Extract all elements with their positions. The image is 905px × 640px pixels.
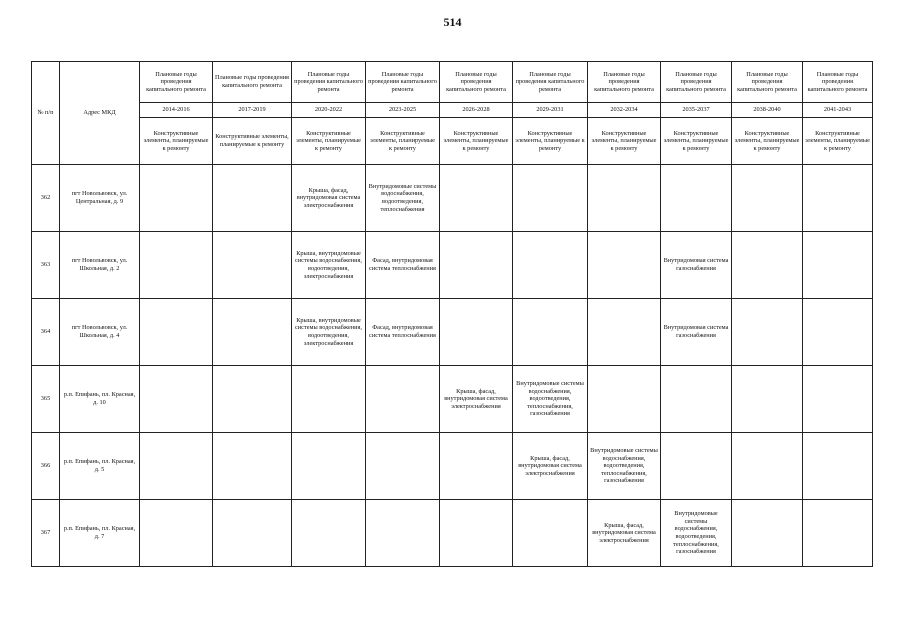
table-cell bbox=[661, 366, 732, 433]
row-number: 364 bbox=[32, 299, 60, 366]
table-cell bbox=[661, 433, 732, 500]
row-number: 362 bbox=[32, 165, 60, 232]
table-cell bbox=[366, 433, 440, 500]
table-cell bbox=[803, 299, 873, 366]
header-years: 2026-2028 bbox=[440, 103, 513, 118]
table-cell bbox=[732, 500, 803, 567]
header-period-title: Плановые годы проведения капитального ремонта bbox=[513, 62, 588, 103]
header-elements: Конструктивные элементы, планируемые к ремонту bbox=[661, 118, 732, 165]
table-cell bbox=[732, 366, 803, 433]
table-cell bbox=[440, 433, 513, 500]
table-cell: Внутридомовые системы водоснабжения, водоотведения, теплоснабжения, газоснабжения bbox=[661, 500, 732, 567]
table-cell bbox=[213, 366, 292, 433]
header-address: Адрес МКД bbox=[60, 62, 140, 165]
table-cell bbox=[140, 299, 213, 366]
row-address: р.п. Епифань, пл. Красная, д. 10 bbox=[60, 366, 140, 433]
table-cell bbox=[213, 165, 292, 232]
header-years: 2038-2040 bbox=[732, 103, 803, 118]
table-cell bbox=[140, 433, 213, 500]
header-years: 2020-2022 bbox=[292, 103, 366, 118]
table-cell bbox=[292, 366, 366, 433]
header-years: 2023-2025 bbox=[366, 103, 440, 118]
table-cell bbox=[213, 500, 292, 567]
table-cell: Внутридомовая система газоснабжения bbox=[661, 232, 732, 299]
row-address: пгт Новольвовск, ул. Центральная, д. 9 bbox=[60, 165, 140, 232]
header-num: № п/п bbox=[32, 62, 60, 165]
table-row bbox=[32, 232, 873, 299]
header-elements: Конструктивные элементы, планируемые к ремонту bbox=[803, 118, 873, 165]
header-period-title: Плановые годы проведения капитального ремонта bbox=[588, 62, 661, 103]
header-elements: Конструктивные элементы, планируемые к ремонту bbox=[588, 118, 661, 165]
table-cell: Фасад, внутридомовая система теплоснабжения bbox=[366, 232, 440, 299]
table-cell bbox=[732, 433, 803, 500]
table-cell bbox=[292, 433, 366, 500]
header-years-row bbox=[32, 103, 873, 118]
table-cell bbox=[213, 433, 292, 500]
table-cell bbox=[803, 232, 873, 299]
table-cell bbox=[513, 299, 588, 366]
row-address: пгт Новольвовск, ул. Школьная, д. 2 bbox=[60, 232, 140, 299]
header-elements: Конструктивные элементы, планируемые к ремонту bbox=[732, 118, 803, 165]
table-cell bbox=[440, 500, 513, 567]
table-cell bbox=[803, 500, 873, 567]
table-cell bbox=[588, 366, 661, 433]
table-row bbox=[32, 165, 873, 232]
table-cell bbox=[732, 165, 803, 232]
table-cell bbox=[513, 165, 588, 232]
table-row bbox=[32, 299, 873, 366]
table-cell bbox=[140, 232, 213, 299]
table-cell bbox=[140, 165, 213, 232]
table-cell: Фасад, внутридомовая система теплоснабжения bbox=[366, 299, 440, 366]
table-cell bbox=[513, 232, 588, 299]
header-years: 2029-2031 bbox=[513, 103, 588, 118]
header-years: 2032-2034 bbox=[588, 103, 661, 118]
table-cell bbox=[732, 232, 803, 299]
row-address: р.п. Епифань, пл. Красная, д. 5 bbox=[60, 433, 140, 500]
header-period-title: Плановые годы проведения капитального ремонта bbox=[440, 62, 513, 103]
header-elements: Конструктивные элементы, планируемые к ремонту bbox=[440, 118, 513, 165]
table-cell: Внутридомовые системы водоснабжения, водоотведения, теплоснабжения, газоснабжения bbox=[588, 433, 661, 500]
table-cell: Крыша, фасад, внутридомовая система электроснабжения bbox=[513, 433, 588, 500]
table-cell: Внутридомовая система газоснабжения bbox=[661, 299, 732, 366]
table-cell: Крыша, фасад, внутридомовая система электроснабжения bbox=[440, 366, 513, 433]
table-cell bbox=[732, 299, 803, 366]
table-cell: Крыша, внутридомовые системы водоснабжения, водоотведения, электроснабжения bbox=[292, 232, 366, 299]
row-number: 365 bbox=[32, 366, 60, 433]
table-cell bbox=[140, 500, 213, 567]
table-cell bbox=[440, 299, 513, 366]
table-row bbox=[32, 366, 873, 433]
header-period-title: Плановые годы проведения капитального ремонта bbox=[661, 62, 732, 103]
table-cell bbox=[661, 165, 732, 232]
header-period-title: Плановые годы проведения капитального ремонта bbox=[140, 62, 213, 103]
header-elements: Конструктивные элементы, планируемые к ремонту bbox=[292, 118, 366, 165]
capital-repair-table bbox=[31, 61, 873, 567]
table-cell bbox=[366, 366, 440, 433]
table-row bbox=[32, 433, 873, 500]
header-elements-row bbox=[32, 118, 873, 165]
row-address: р.п. Епифань, пл. Красная, д. 7 bbox=[60, 500, 140, 567]
header-elements: Конструктивные элементы, планируемые к ремонту bbox=[513, 118, 588, 165]
table-cell: Внутридомовые системы водоснабжения, водоотведения, теплоснабжения bbox=[366, 165, 440, 232]
header-elements: Конструктивные элементы, планируемые к ремонту bbox=[140, 118, 213, 165]
header-period-title: Плановые годы проведения капитального ремонта bbox=[732, 62, 803, 103]
row-number: 367 bbox=[32, 500, 60, 567]
header-period-title: Плановые годы проведения капитального ремонта bbox=[213, 62, 292, 103]
header-period-title: Плановые годы проведения капитального ремонта bbox=[292, 62, 366, 103]
header-elements: Конструктивные элементы, планируемые к ремонту bbox=[366, 118, 440, 165]
table-cell bbox=[440, 232, 513, 299]
row-number: 366 bbox=[32, 433, 60, 500]
table-cell bbox=[588, 232, 661, 299]
row-address: пгт Новольвовск, ул. Школьная, д. 4 bbox=[60, 299, 140, 366]
table-cell bbox=[292, 500, 366, 567]
table-cell: Крыша, фасад, внутридомовая система электроснабжения bbox=[292, 165, 366, 232]
table-cell: Крыша, внутридомовые системы водоснабжения, водоотведения, электроснабжения bbox=[292, 299, 366, 366]
row-number: 363 bbox=[32, 232, 60, 299]
header-years: 2041-2043 bbox=[803, 103, 873, 118]
header-years: 2017-2019 bbox=[213, 103, 292, 118]
header-period-title: Плановые годы проведения капитального ремонта bbox=[803, 62, 873, 103]
table-cell bbox=[513, 500, 588, 567]
table-cell bbox=[213, 299, 292, 366]
header-elements: Конструктивные элементы, планируемые к ремонту bbox=[213, 118, 292, 165]
table-cell bbox=[140, 366, 213, 433]
table-cell bbox=[803, 433, 873, 500]
header-years: 2014-2016 bbox=[140, 103, 213, 118]
table-cell bbox=[803, 366, 873, 433]
table-cell: Крыша, фасад, внутридомовая система электроснабжения bbox=[588, 500, 661, 567]
header-title-row bbox=[32, 62, 873, 103]
header-period-title: Плановые годы проведения капитального ремонта bbox=[366, 62, 440, 103]
table-cell bbox=[213, 232, 292, 299]
table-cell bbox=[366, 500, 440, 567]
table-cell bbox=[803, 165, 873, 232]
table-cell: Внутридомовые системы водоснабжения, водоотведения, теплоснабжения, газоснабжения bbox=[513, 366, 588, 433]
page-number: 514 bbox=[443, 15, 462, 29]
header-years: 2035-2037 bbox=[661, 103, 732, 118]
table-cell bbox=[440, 165, 513, 232]
table-cell bbox=[588, 165, 661, 232]
table-cell bbox=[588, 299, 661, 366]
table-row bbox=[32, 500, 873, 567]
